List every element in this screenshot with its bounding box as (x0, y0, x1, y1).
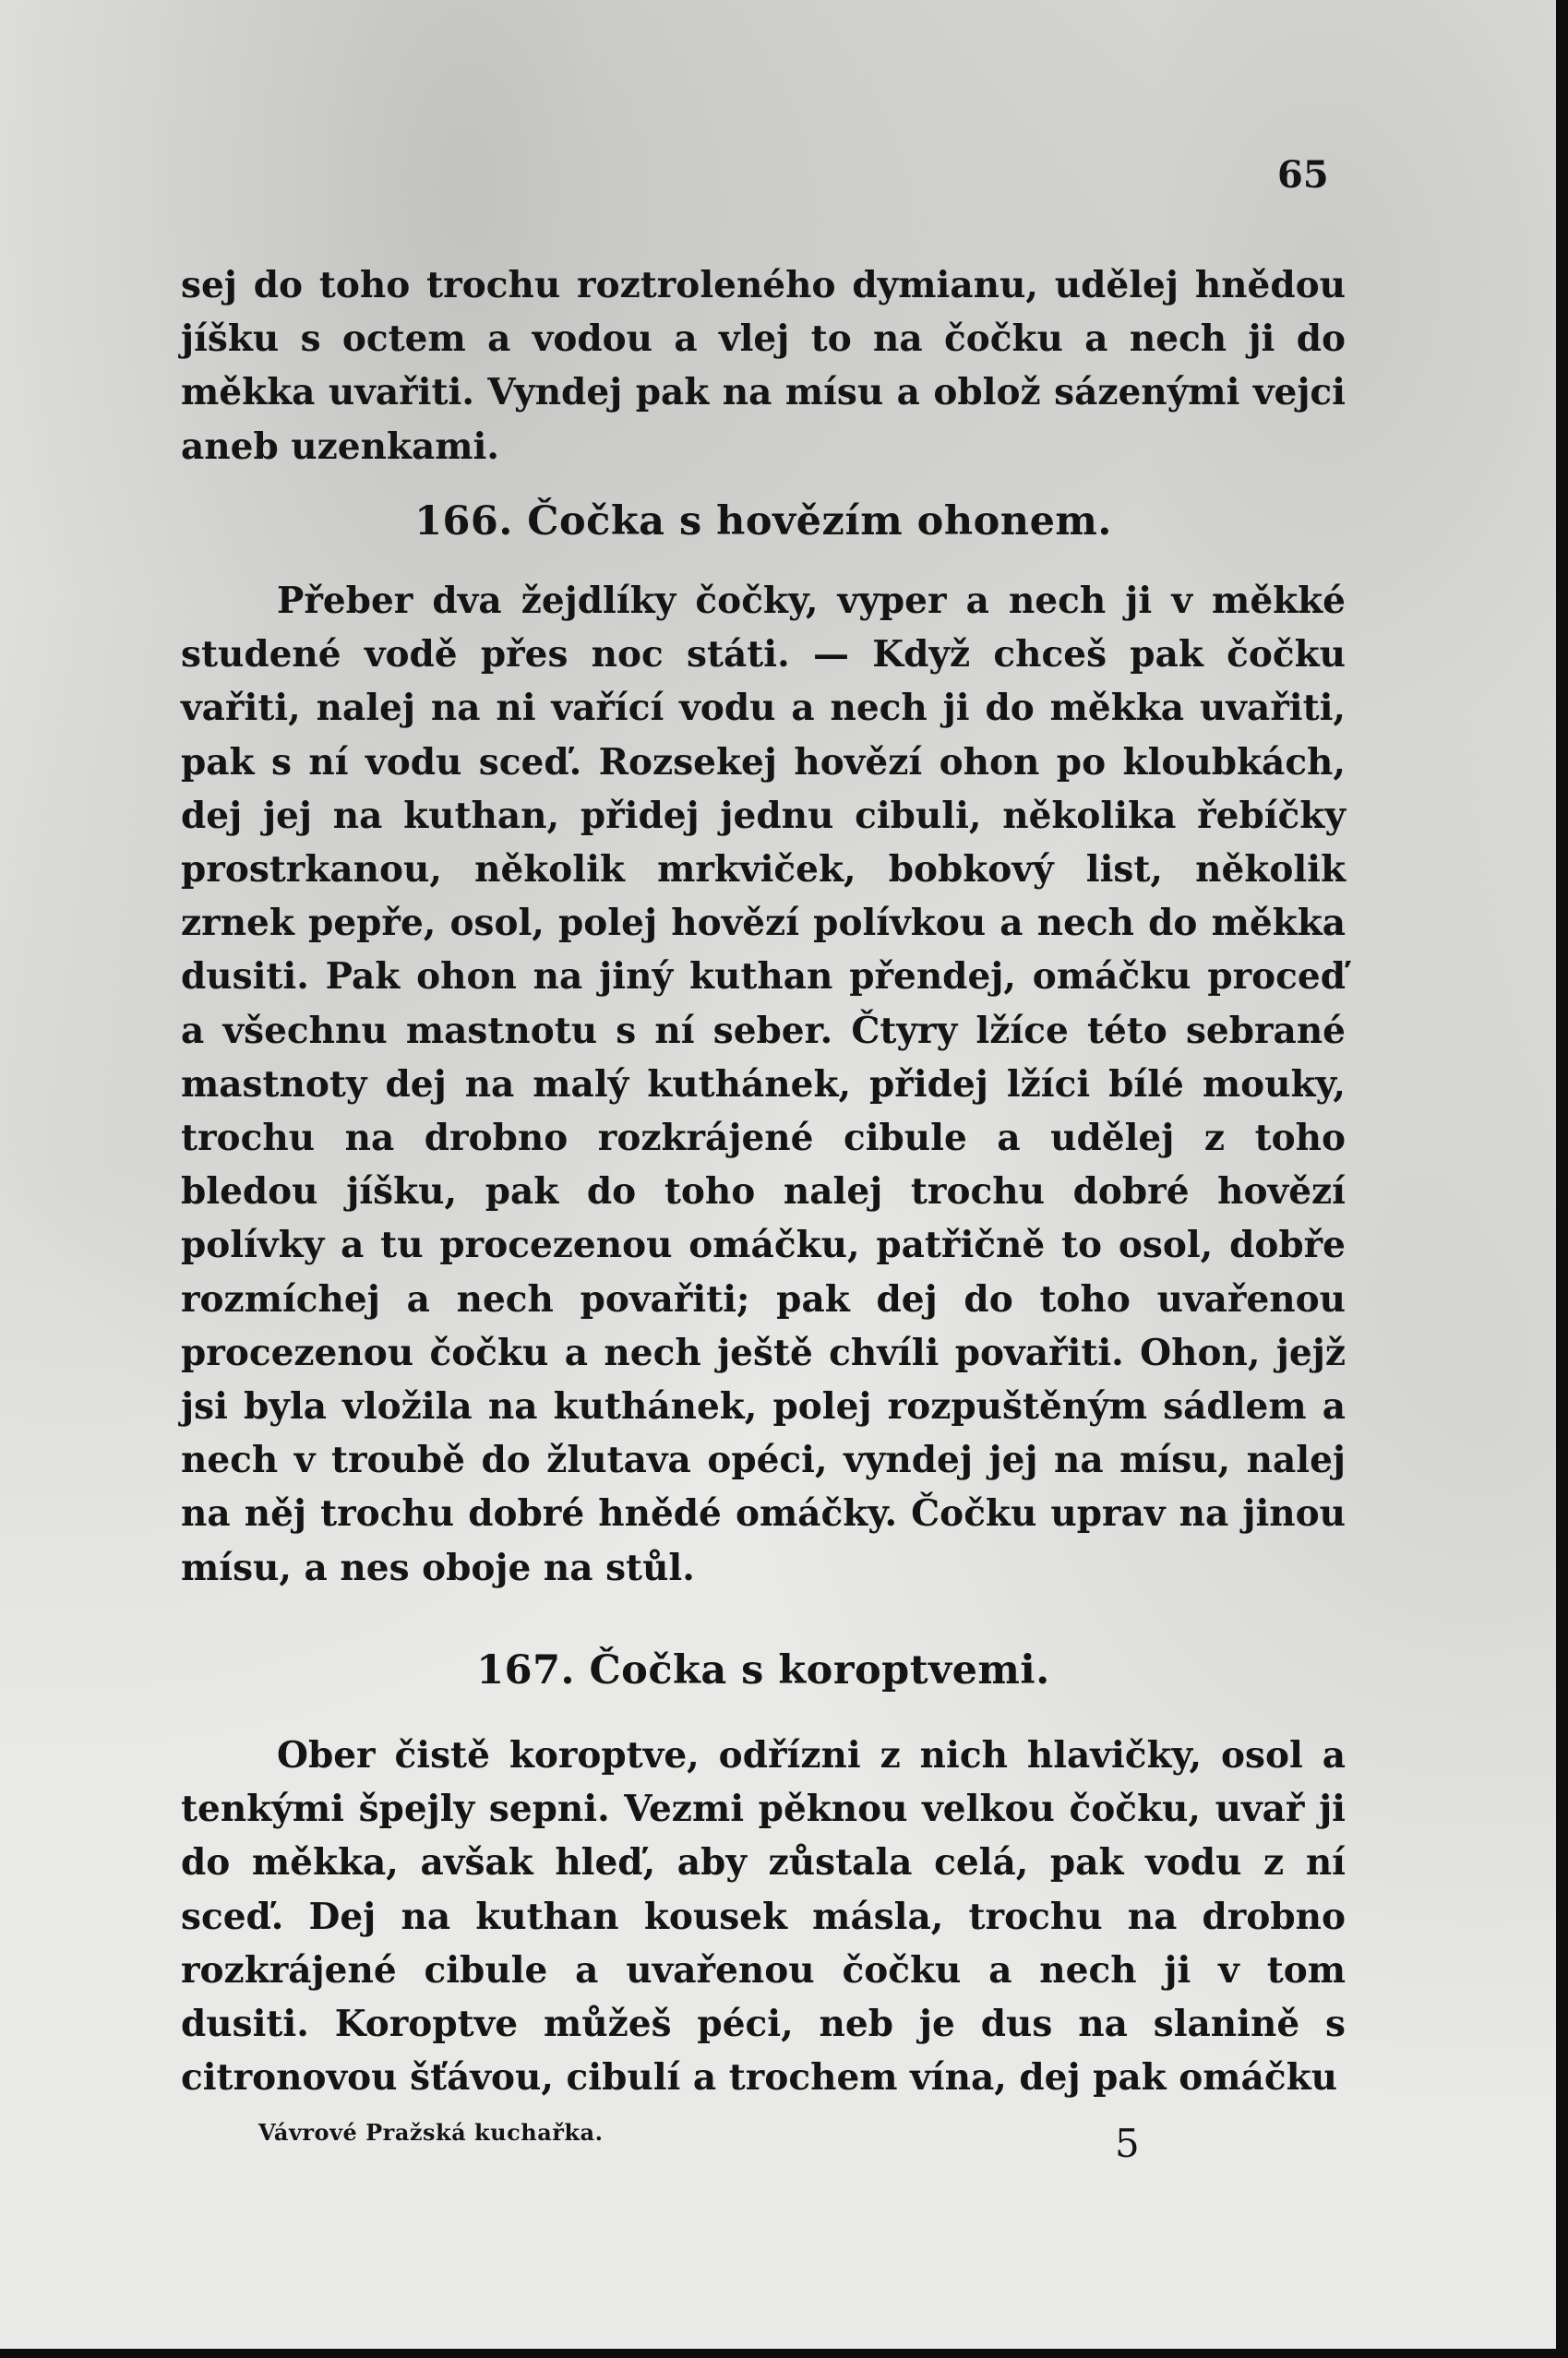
recipe-167-heading: 167. Čočka s koroptvemi. (476, 1647, 1050, 1694)
recipe-166-heading: 166. Čočka s hovězím ohonem. (414, 498, 1112, 545)
footer-signature-mark: 5 (1115, 2121, 1140, 2166)
recipe-166-text: Přeber dva žejdlíky čočky, vyper a nech ji v měkké studené vodě přes noc státi. — Když chceš pak čočku vařiti, nalej na ni vařící vodu a nech ji do měkka uvařiti, pak s ní vodu sceď. Rozsekej hovězí ohon po kloubkách, dej jej na kuthan, přidej jednu cibuli, několika řebíčky prostrkanou, několik mrkviček, bobkový list, několik zrnek pepře, osol, polej hovězí polívkou a nech do měkka dusiti. Pak ohon na jiný kuthan přendej, omáčku proceď a všechnu mastnotu s ní seber. Čtyry lžíce této sebrané mastnoty dej na malý kuthánek, přidej lžíci bílé mouky, trochu na drobno rozkrájené cibule a udělej z toho bledou jíšku, pak do toho nalej trochu dobré hovězí polívky a tu procezenou omáčku, patřičně to osol, dobře rozmíchej a nech povařiti; pak dej do toho uvařenou procezenou čočku a nech ještě chvíli povařiti. Ohon, jejž jsi byla vložila na kuthánek, polej rozpuštěným sádlem a nech v troubě do žlutava opéci, vyndej jej na mísu, nalej na něj trochu dobré hnědé omáčky. Čočku uprav na jinou mísu, a nes oboje na stůl. (181, 580, 1346, 1589)
recipe-166-block (181, 574, 1346, 1595)
intro-paragraph: sej do toho trochu roztroleného dymianu, udělej hnědou jíšku s octem a vodou a vlej to na čočku a nech ji do měkka uvařiti. Vyndej pak na mísu a oblož sázenými vejci aneb uzenkami. (181, 264, 1346, 468)
footer-book-title: Vávrové Pražská kuchařka. (258, 2119, 604, 2146)
recipe-167-text: Ober čistě koroptve, odřízni z nich hlavičky, osol a tenkými špejly sepni. Vezmi pěknou velkou čočku, uvař ji do měkka, avšak hleď, aby zůstala celá, pak vodu z ní sceď. Dej na kuthan kousek másla, trochu na drobno rozkrájené cibule a uvařenou čočku a nech ji v tom dusiti. Koroptve můžeš péci, neb je dus na slanině s citronovou šťávou, cibulí a trochem vína, dej pak omáčku (181, 1734, 1346, 2100)
intro-paragraph-block (181, 258, 1346, 473)
recipe-167-block (181, 1729, 1346, 2104)
page-number: 65 (1277, 153, 1329, 197)
